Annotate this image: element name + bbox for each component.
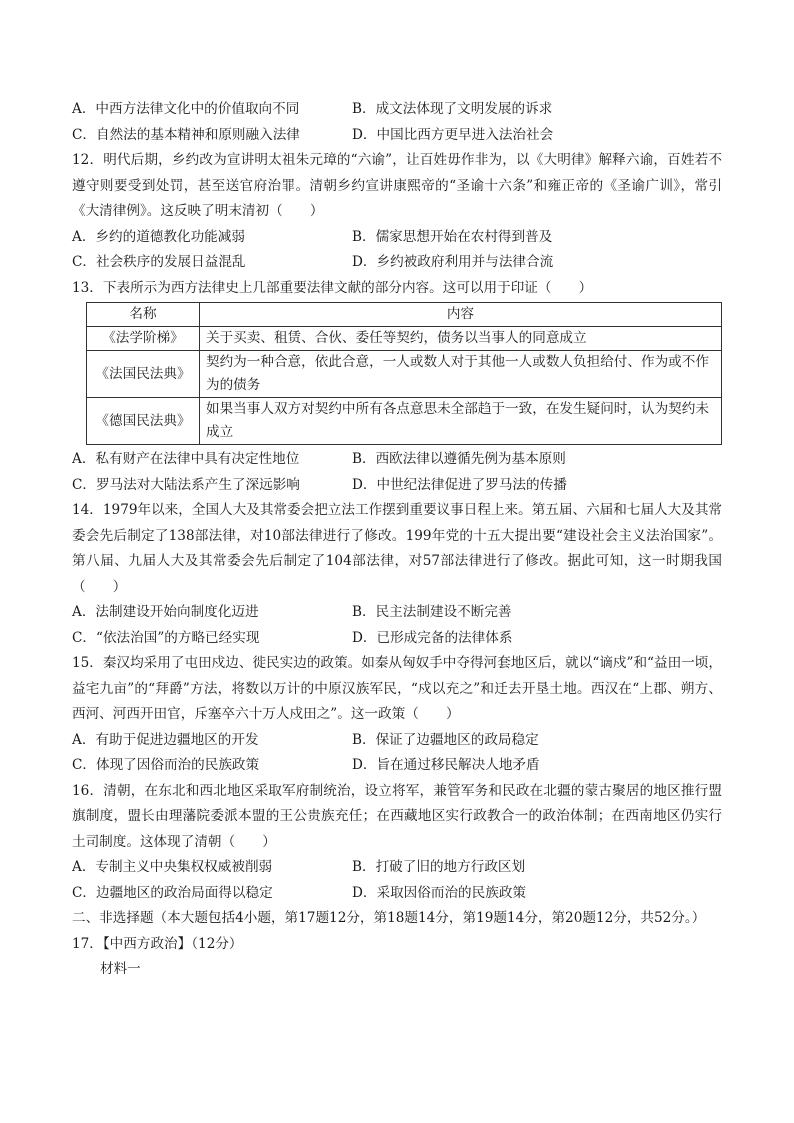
q13-option-b: B．西欧法律以遵循先例为基本原则 — [352, 451, 566, 467]
q16-option-a: A．专制主义中央集权权威被削弱 — [72, 859, 273, 875]
q11-options-row1 — [72, 97, 722, 123]
table-row — [87, 398, 722, 445]
table-cell-name: 《法国民法典》 — [87, 351, 200, 398]
table-cell-content: 关于买卖、租赁、合伙、委任等契约，债务以当事人的同意成立 — [200, 327, 722, 351]
q12-option-d: D．乡约被政府利用并与法律合流 — [352, 254, 554, 270]
q12-option-b: B．儒家思想开始在农村得到普及 — [352, 228, 553, 245]
q14-option-a: A．法制建设开始向制度化迈进 — [72, 604, 259, 620]
section-two-heading: 二、非选择题（本大题包括4小题，第17题12分，第18题14分，第19题14分，第20题12分，共52分。） — [72, 910, 706, 926]
table-cell-content: 契约为一种合意，依此合意，一人或数人对于其他一人或数人负担给付、作为或不作为的债务 — [200, 351, 722, 398]
q17-title: 17．【中西方政治】（12分） — [72, 935, 243, 952]
q17-material-label: 材料一 — [100, 961, 141, 977]
q11-option-b: B．成文法体现了文明发展的诉求 — [352, 101, 553, 117]
q14-options-row1 — [72, 600, 722, 626]
q15-option-a: A．有助于促进边疆地区的开发 — [72, 731, 259, 748]
q16-stem: 16．清朝，在东北和西北地区采取军府制统治，设立将军，兼管军务和民政在北疆的蒙古聚居的地区推行盟旗制度，盟长由理藩院委派本盟的王公贵族充任；在西藏地区实行政教合一的政治体制；在西南地区仍实行土司制度。这体现了清朝（ ） — [72, 782, 722, 850]
q11-option-c: C．自然法的基本精神和原则融入法律 — [72, 126, 300, 143]
q12-option-a: A．乡约的道德教化功能减弱 — [72, 228, 245, 245]
q12-option-c: C．社会秩序的发展日益混乱 — [72, 254, 246, 270]
q15-options-row2 — [72, 753, 722, 779]
q11-option-d: D．中国比西方更早进入法治社会 — [352, 126, 554, 143]
q13-law-table — [86, 302, 722, 445]
q15-options-row1 — [72, 728, 722, 754]
q16-option-d: D．采取因俗而治的民族政策 — [352, 884, 527, 901]
table-cell-content: 如果当事人双方对契约中所有各点意思未全部趋于一致，在发生疑问时，认为契约未成立 — [200, 398, 722, 445]
q14-options-row2 — [72, 626, 722, 652]
q16-option-c: C．边疆地区的政治局面得以稳定 — [72, 884, 273, 901]
q14-option-c: C．“依法治国”的方略已经实现 — [72, 629, 260, 646]
q12-stem: 12．明代后期，乡约改为宣讲明太祖朱元璋的“六谕”，让百姓毋作非为，以《大明律》解释六谕，百姓若不遵守则要受到处罚，甚至送官府治罪。清朝乡约宣讲康熙帝的“圣谕十六条”和雍正帝的《圣谕广训》，常引《大清律例》。这反映了明末清初（ ） — [72, 152, 722, 219]
q14-option-d: D．已形成完备的法律体系 — [352, 629, 513, 646]
table-header-name: 名称 — [87, 303, 200, 327]
q16-options-row1 — [72, 855, 722, 881]
q16-options-row2 — [72, 881, 722, 907]
q13-option-c: C．罗马法对大陆法系产生了深远影响 — [72, 476, 300, 493]
table-header-row — [87, 303, 722, 327]
q13-option-a: A．私有财产在法律中具有决定性地位 — [72, 451, 300, 467]
q15-option-d: D．旨在通过移民解决人地矛盾 — [352, 757, 540, 773]
q11-options-row2 — [72, 123, 722, 149]
q15-option-c: C．体现了因俗而治的民族政策 — [72, 757, 260, 773]
q15-option-b: B．保证了边疆地区的政局稳定 — [352, 731, 539, 748]
q12-options-row1 — [72, 225, 722, 251]
q13-options-row2 — [72, 473, 722, 499]
q11-option-a: A．中西方法律文化中的价值取向不同 — [72, 101, 300, 117]
q14-stem: 14．1979年以来，全国人大及其常委会把立法工作摆到重要议事日程上来。第五届、六届和七届人大及其常委会先后制定了138部法律，对10部法律进行了修改。199年党的十五大提出要“建设社会主义法治国家”。第八届、九届人大及其常委会先后制定了104部法律，对57部法律进行了修改。据此可知，这一时期我国（ ） — [72, 502, 723, 595]
q14-option-b: B．民主法制建设不断完善 — [352, 604, 512, 620]
table-row — [87, 351, 722, 398]
q13-stem: 13．下表所示为西方法律史上几部重要法律文献的部分内容。这可以用于印证（ ） — [72, 279, 593, 296]
q16-option-b: B．打破了旧的地方行政区划 — [352, 859, 526, 875]
q13-options-row1 — [72, 447, 722, 473]
q15-stem: 15．秦汉均采用了屯田戍边、徙民实边的政策。如秦从匈奴手中夺得河套地区后，就以“谪戍”和“益田一顷，益宅九亩”的“拜爵”方法，将数以万计的中原汉族军民，“戍以充之”和迁去开垦土地。西汉在“上郡、朔方、西河、河西开田官，斥塞卒六十万人戍田之”。这一政策（ ） — [72, 655, 722, 722]
q13-option-d: D．中世纪法律促进了罗马法的传播 — [352, 476, 567, 493]
q12-options-row2 — [72, 250, 722, 276]
table-row — [87, 327, 722, 351]
table-cell-name: 《德国民法典》 — [87, 398, 200, 445]
table-cell-name: 《法学阶梯》 — [87, 327, 200, 351]
exam-content — [72, 97, 722, 983]
table-header-content: 内容 — [200, 303, 722, 327]
